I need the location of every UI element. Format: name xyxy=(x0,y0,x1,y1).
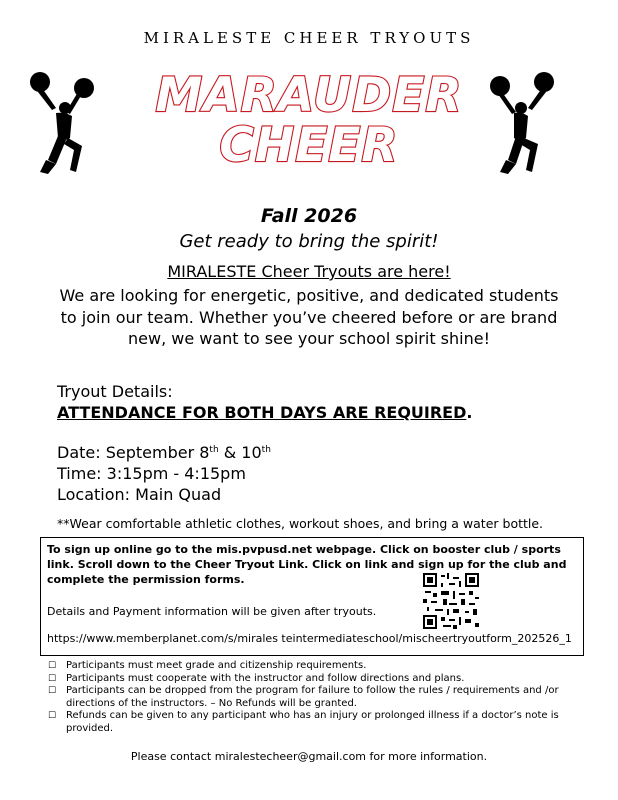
qr-code-icon[interactable] xyxy=(423,573,479,629)
intro-heading: MIRALESTE Cheer Tryouts are here! xyxy=(167,262,451,281)
list-item xyxy=(48,685,588,710)
checkbox-icon: ☐ xyxy=(48,661,57,671)
intro-body: We are looking for energetic, positive, and dedicated students to join our team. Whether you’ve cheered before or are brand new, we want to see your school spirit shine! xyxy=(59,286,559,348)
tryout-location: Location: Main Quad xyxy=(57,485,222,504)
checkbox-icon: ☐ xyxy=(48,711,57,721)
tryout-time: Time: 3:15pm - 4:15pm xyxy=(57,464,246,483)
date-sup-2: th xyxy=(261,445,271,455)
tryout-date xyxy=(57,442,271,463)
date-mid: & 10 xyxy=(218,443,262,462)
attendance-required-text: ATTENDANCE FOR BOTH DAYS ARE REQUIRED xyxy=(57,403,467,422)
page-header: MIRALESTE CHEER TRYOUTS xyxy=(143,29,475,47)
tagline: Get ready to bring the spirit! xyxy=(179,231,439,252)
signup-url[interactable]: https://www.memberplanet.com/s/mirales teintermediateschool/mischeertryoutform_202526_1 xyxy=(47,632,572,645)
title-line-1: MARAUDER xyxy=(155,68,463,123)
date-prefix: Date: September 8 xyxy=(57,443,210,462)
signup-instructions: To sign up online go to the mis.pvpusd.net webpage. Click on booster club / sports link. Scroll down to the Cheer Tryout Link. Click on link and sign up for the club and complete the permission forms. xyxy=(47,543,567,586)
list-item xyxy=(48,660,588,673)
rule-text: Participants must cooperate with the instructor and follow directions and plans. xyxy=(66,672,465,684)
checkbox-icon: ☐ xyxy=(48,673,57,684)
date-sup-1: th xyxy=(209,445,219,455)
season: Fall 2026 xyxy=(260,205,358,227)
rules-list xyxy=(48,660,588,735)
checkbox-icon: ☐ xyxy=(48,686,57,696)
contact-line: Please contact miralestecheer@gmail.com for more information. xyxy=(130,750,488,763)
tryout-details-label: Tryout Details: xyxy=(57,382,173,401)
attendance-required-suffix: . xyxy=(466,403,473,422)
rule-text: Participants must meet grade and citizenship requirements. xyxy=(66,660,367,671)
attendance-required xyxy=(57,402,472,423)
rule-text: Refunds can be given to any participant who has an injury or prolonged illness if a doctor’s note is provided. xyxy=(66,710,559,734)
attire-note: **Wear comfortable athletic clothes, workout shoes, and bring a water bottle. xyxy=(57,516,544,531)
title-line-2: CHEER xyxy=(219,118,399,173)
payment-info: Details and Payment information will be given after tryouts. xyxy=(47,605,377,618)
list-item xyxy=(48,673,588,686)
list-item xyxy=(48,710,588,735)
rule-text: Participants can be dropped from the program for failure to follow the rules / requirements and /or directions of the instructors. – No Refunds will be granted. xyxy=(66,685,559,709)
